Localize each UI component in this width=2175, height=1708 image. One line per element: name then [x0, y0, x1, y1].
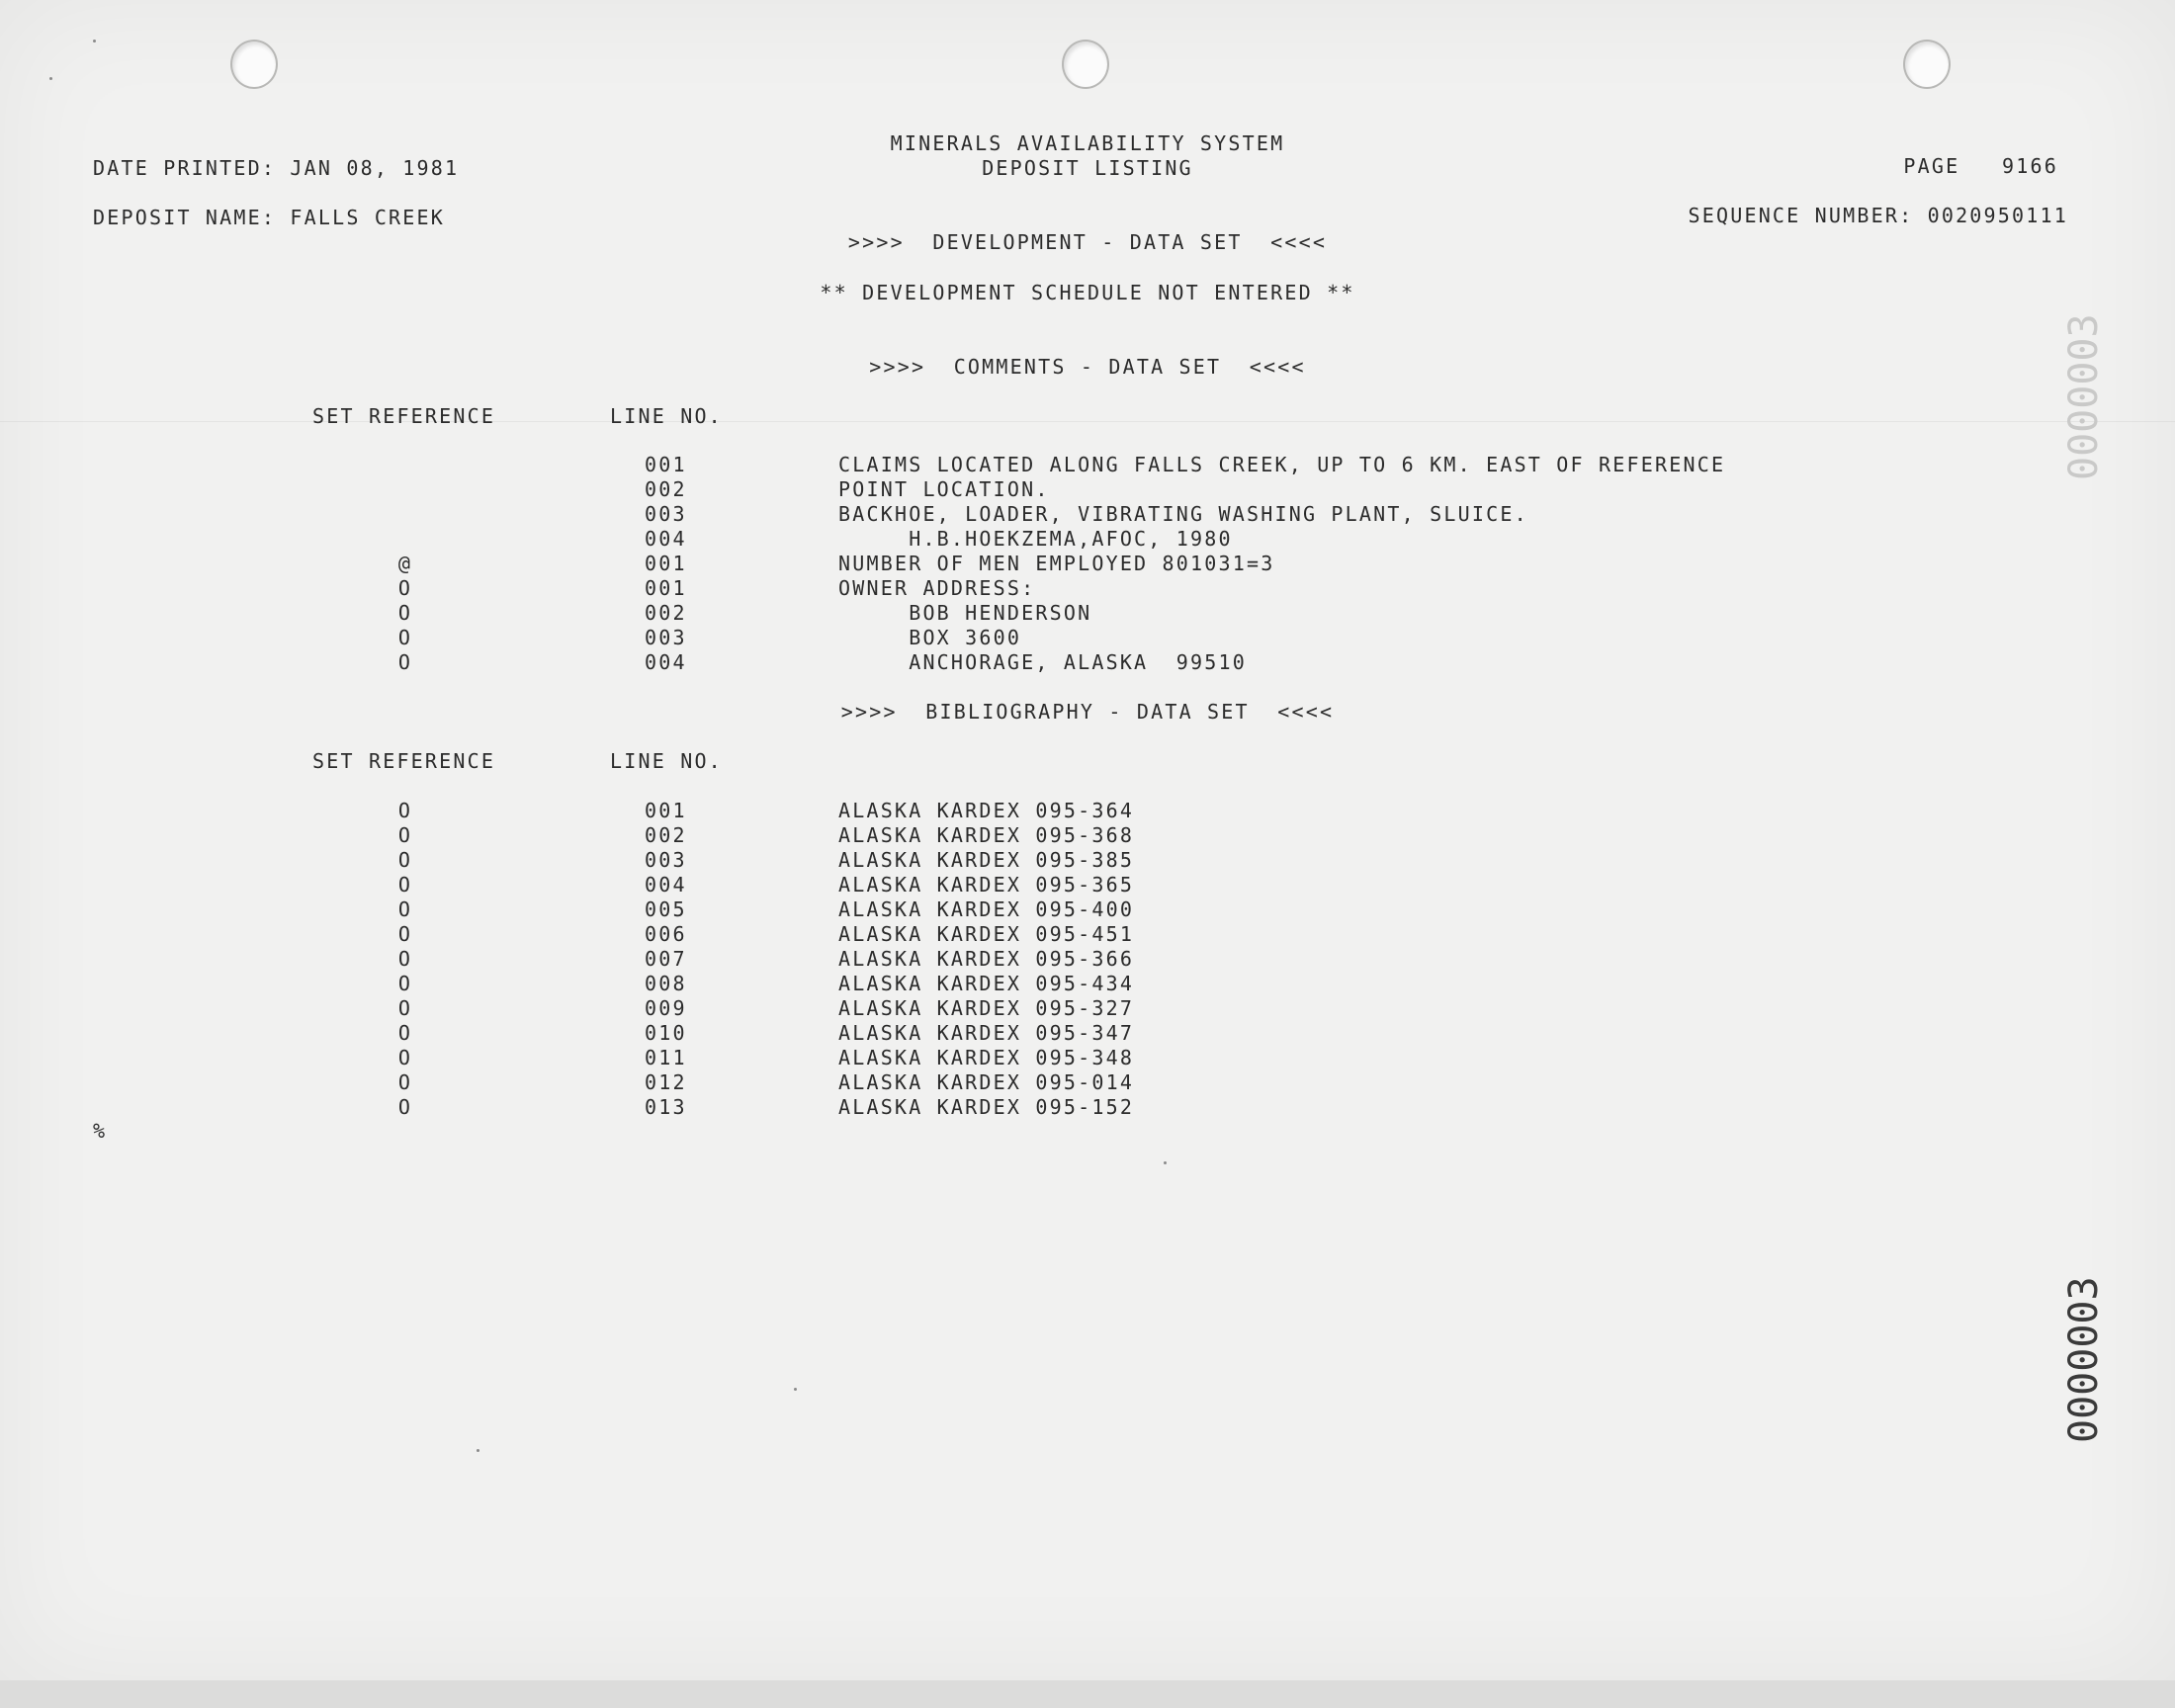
line-text-cell: ALASKA KARDEX 095-385: [838, 848, 1135, 872]
line-text-cell: ALASKA KARDEX 095-347: [838, 1021, 1135, 1045]
line-text-cell: ALASKA KARDEX 095-434: [838, 972, 1135, 995]
punch-hole-right: [1903, 40, 1951, 89]
line-text-cell: ALASKA KARDEX 095-327: [838, 996, 1135, 1020]
line-number-cell: 013: [645, 1095, 687, 1119]
side-stamp-ghost: 0000003: [2061, 313, 2107, 480]
comments-col-line-no: LINE NO.: [610, 404, 723, 428]
set-reference-cell: O: [397, 799, 413, 822]
line-text-cell: ALASKA KARDEX 095-014: [838, 1070, 1135, 1094]
line-text-cell: POINT LOCATION.: [838, 477, 1050, 501]
line-number-cell: 004: [645, 527, 687, 551]
set-reference-cell: O: [397, 873, 413, 897]
paper-speck: [1164, 1161, 1167, 1164]
set-reference-cell: O: [397, 650, 413, 674]
set-reference-cell: O: [397, 576, 413, 600]
line-text-cell: BOX 3600: [838, 626, 1022, 649]
set-reference-cell: O: [397, 1021, 413, 1045]
line-number-cell: 004: [645, 650, 687, 674]
line-number-cell: 012: [645, 1070, 687, 1094]
line-number-cell: 001: [645, 453, 687, 476]
deposit-name: DEPOSIT NAME: FALLS CREEK: [93, 206, 446, 229]
line-number-cell: 004: [645, 873, 687, 897]
line-text-cell: ALASKA KARDEX 095-152: [838, 1095, 1135, 1119]
line-text-cell: H.B.HOEKZEMA,AFOC, 1980: [838, 527, 1233, 551]
line-text-cell: ALASKA KARDEX 095-368: [838, 823, 1135, 847]
scanner-edge: [0, 1680, 2175, 1708]
line-number-cell: 006: [645, 922, 687, 946]
page-number: PAGE 9166: [1903, 154, 2058, 178]
line-number-cell: 002: [645, 601, 687, 625]
line-number-cell: 008: [645, 972, 687, 995]
paper-speck: [794, 1388, 797, 1391]
line-number-cell: 001: [645, 799, 687, 822]
set-reference-cell: O: [397, 823, 413, 847]
line-number-cell: 005: [645, 897, 687, 921]
line-text-cell: NUMBER OF MEN EMPLOYED 801031=3: [838, 552, 1275, 575]
set-reference-cell: O: [397, 848, 413, 872]
paper-speck: [477, 1449, 479, 1452]
comments-col-set-reference: SET REFERENCE: [312, 404, 496, 428]
line-number-cell: 003: [645, 502, 687, 526]
set-reference-cell: O: [397, 972, 413, 995]
development-heading: >>>> DEVELOPMENT - DATA SET <<<<: [847, 230, 1328, 254]
punch-hole-left: [230, 40, 278, 89]
line-text-cell: ALASKA KARDEX 095-451: [838, 922, 1135, 946]
set-reference-cell: O: [397, 601, 413, 625]
date-printed: DATE PRINTED: JAN 08, 1981: [93, 156, 460, 180]
end-marker: %: [93, 1119, 108, 1143]
set-reference-cell: @: [397, 552, 413, 575]
line-text-cell: OWNER ADDRESS:: [838, 576, 1036, 600]
punch-hole-center: [1062, 40, 1109, 89]
system-title: MINERALS AVAILABILITY SYSTEM: [890, 131, 1285, 155]
bibliography-col-set-reference: SET REFERENCE: [312, 749, 496, 773]
line-number-cell: 002: [645, 823, 687, 847]
line-number-cell: 007: [645, 947, 687, 971]
set-reference-cell: O: [397, 947, 413, 971]
line-number-cell: 003: [645, 626, 687, 649]
set-reference-cell: O: [397, 1095, 413, 1119]
line-number-cell: 002: [645, 477, 687, 501]
set-reference-cell: O: [397, 1046, 413, 1069]
listing-title: DEPOSIT LISTING: [982, 156, 1193, 180]
set-reference-cell: O: [397, 626, 413, 649]
line-text-cell: ALASKA KARDEX 095-400: [838, 897, 1135, 921]
line-text-cell: ANCHORAGE, ALASKA 99510: [838, 650, 1247, 674]
line-number-cell: 001: [645, 576, 687, 600]
set-reference-cell: O: [397, 922, 413, 946]
line-number-cell: 009: [645, 996, 687, 1020]
set-reference-cell: O: [397, 1070, 413, 1094]
line-text-cell: ALASKA KARDEX 095-366: [838, 947, 1135, 971]
bibliography-heading: >>>> BIBLIOGRAPHY - DATA SET <<<<: [840, 700, 1335, 724]
comments-heading: >>>> COMMENTS - DATA SET <<<<: [869, 355, 1306, 379]
line-text-cell: BACKHOE, LOADER, VIBRATING WASHING PLANT, SLUICE.: [838, 502, 1528, 526]
set-reference-cell: O: [397, 897, 413, 921]
line-text-cell: ALASKA KARDEX 095-365: [838, 873, 1135, 897]
line-text-cell: CLAIMS LOCATED ALONG FALLS CREEK, UP TO 6 KM. EAST OF REFERENCE: [838, 453, 1726, 476]
sequence-number: SEQUENCE NUMBER: 0020950111: [1688, 204, 2068, 227]
line-number-cell: 010: [645, 1021, 687, 1045]
line-text-cell: ALASKA KARDEX 095-348: [838, 1046, 1135, 1069]
line-number-cell: 001: [645, 552, 687, 575]
paper-speck: [49, 77, 52, 80]
line-text-cell: ALASKA KARDEX 095-364: [838, 799, 1135, 822]
set-reference-cell: O: [397, 996, 413, 1020]
side-stamp-number: 0000003: [2061, 1276, 2107, 1443]
line-text-cell: BOB HENDERSON: [838, 601, 1092, 625]
line-number-cell: 003: [645, 848, 687, 872]
development-note: ** DEVELOPMENT SCHEDULE NOT ENTERED **: [820, 281, 1355, 304]
bibliography-col-line-no: LINE NO.: [610, 749, 723, 773]
paper-speck: [93, 40, 96, 43]
line-number-cell: 011: [645, 1046, 687, 1069]
